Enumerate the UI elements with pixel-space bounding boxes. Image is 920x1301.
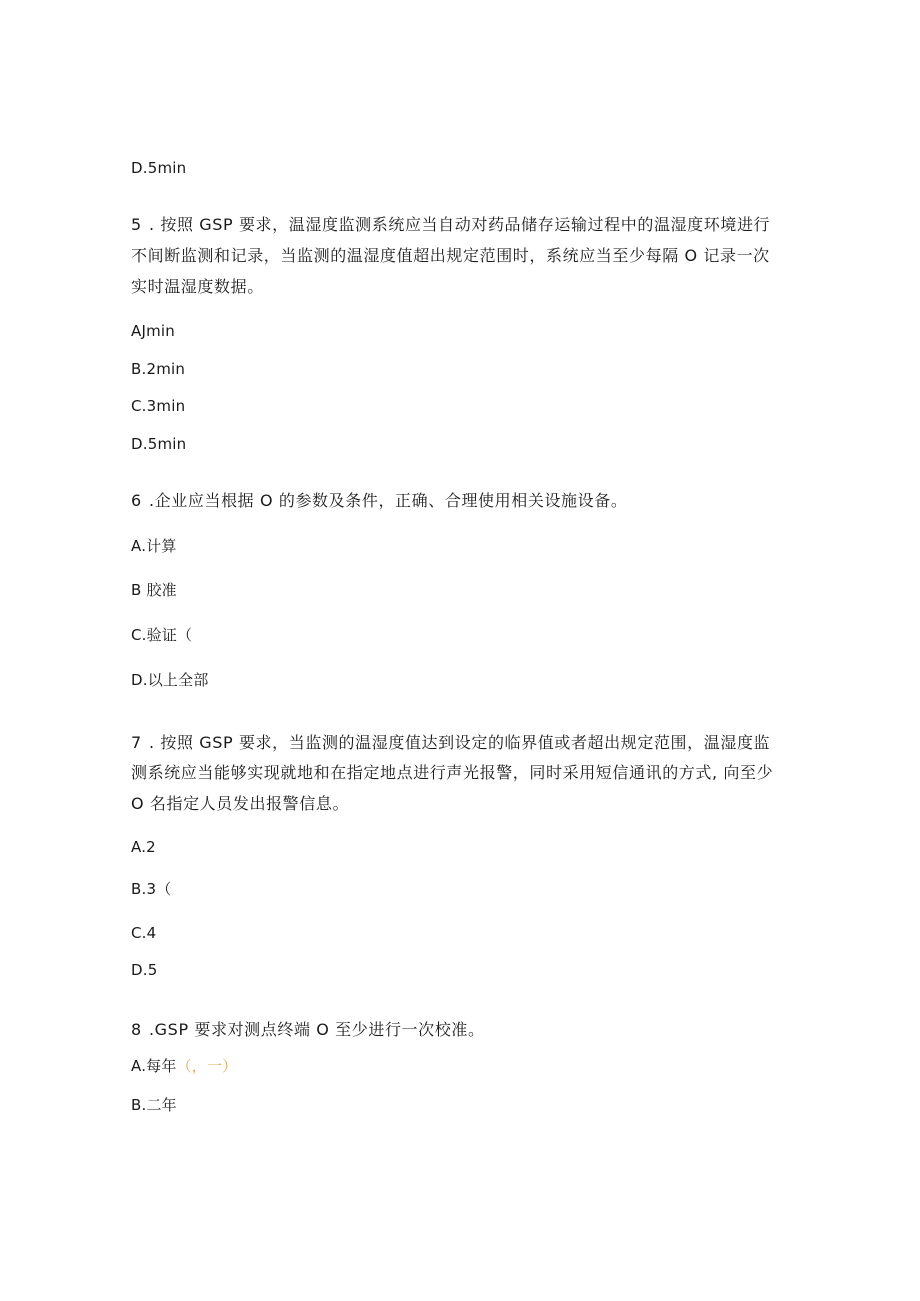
q8-option-a <box>131 1056 237 1076</box>
q8-line-1 <box>131 1020 485 1040</box>
q5-line-3: 实时温湿度数据。 <box>131 277 264 296</box>
q5-line-1 <box>131 215 770 235</box>
prev-option-d: D.5min <box>131 159 187 177</box>
q8-text-1: .GSP 要求对测点终端 O 至少进行一次校准。 <box>149 1020 485 1039</box>
q7-text-1: . 按照 GSP 要求，当监测的温湿度值达到设定的临界值或者超出规定范围，温湿度监 <box>149 733 771 752</box>
q6-option-d: D.以上全部 <box>131 671 209 689</box>
q8-number: 8 <box>131 1020 142 1039</box>
q6-option-a: A.计算 <box>131 537 177 555</box>
q7-line-2: 测系统应当能够实现就地和在指定地点进行声光报警，同时采用短信通讯的方式, 向至少 <box>131 763 774 782</box>
q8-option-a-note: （，一） <box>176 1057 238 1075</box>
q6-option-c: C.验证（ <box>131 626 193 644</box>
q6-line-1 <box>131 491 627 511</box>
q5-option-a: AJmin <box>131 322 175 340</box>
q5-line-2: 不间断监测和记录，当监测的温湿度值超出规定范围时，系统应当至少每隔 O 记录一次 <box>131 246 770 265</box>
q7-line-3: O 名指定人员发出报警信息。 <box>131 794 350 813</box>
q7-line-1 <box>131 733 770 753</box>
q7-number: 7 <box>131 733 142 752</box>
q5-text-1: . 按照 GSP 要求，温湿度监测系统应当自动对药品储存运输过程中的温湿度环境进行 <box>149 215 771 234</box>
q6-number: 6 <box>131 491 142 510</box>
q8-option-b: B.二年 <box>131 1096 177 1114</box>
q7-option-c: C.4 <box>131 924 157 942</box>
q7-option-a: A.2 <box>131 838 156 856</box>
q8-option-a-label: A.每年 <box>131 1057 177 1075</box>
q6-text-1: .企业应当根据 O 的参数及条件，正确、合理使用相关设施设备。 <box>149 491 628 510</box>
q5-number: 5 <box>131 215 142 234</box>
q7-option-d: D.5 <box>131 961 158 979</box>
q7-option-b: B.3（ <box>131 880 172 898</box>
q5-option-c: C.3min <box>131 397 186 415</box>
q5-option-b: B.2min <box>131 360 186 378</box>
q6-option-b: B 胶准 <box>131 581 177 599</box>
q5-option-d: D.5min <box>131 435 187 453</box>
